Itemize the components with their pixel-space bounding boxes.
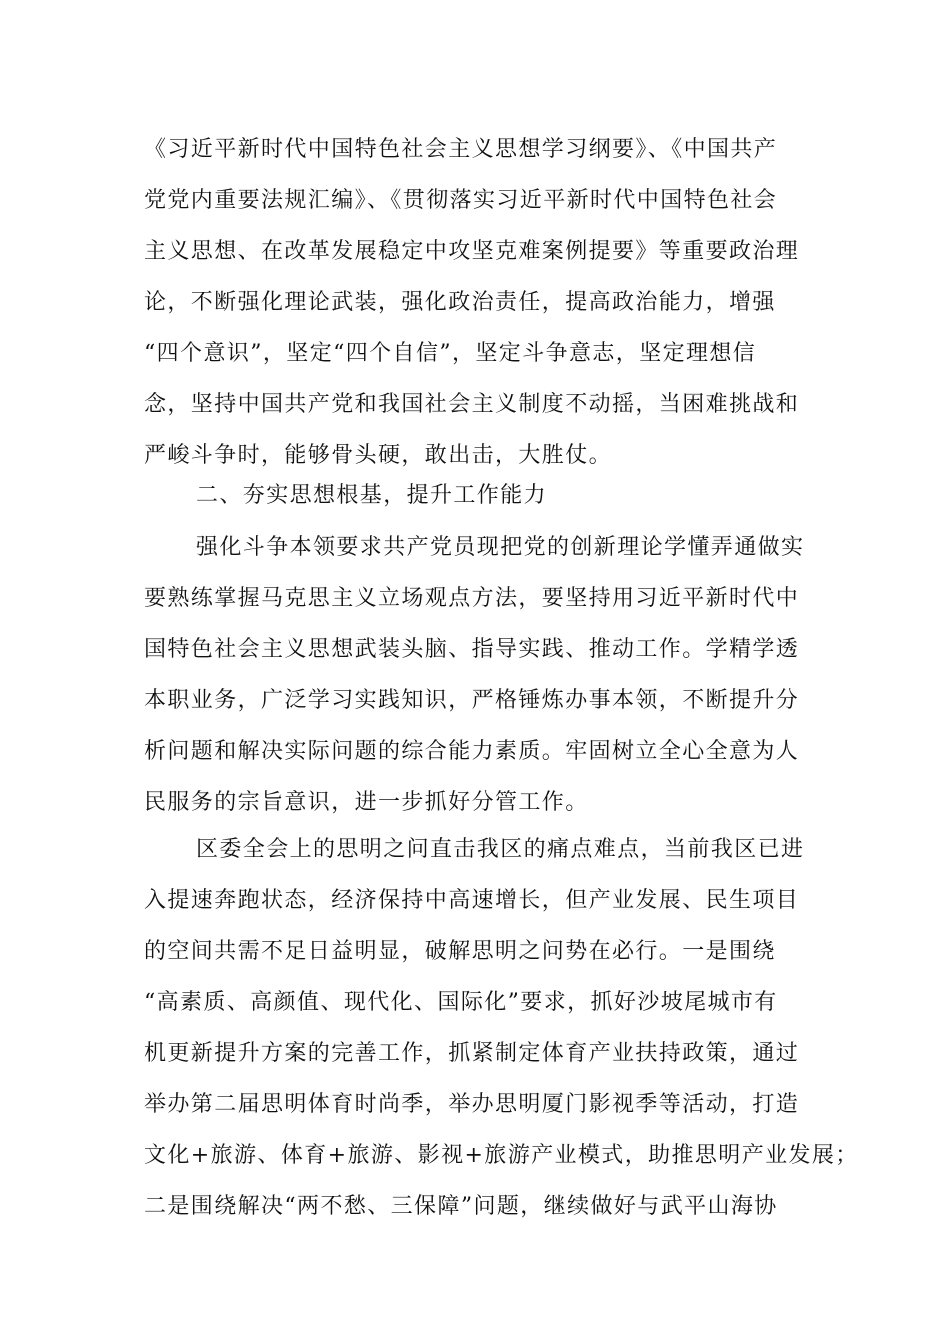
text-line: 要熟练掌握马克思主义立场观点方法，要坚持用习近平新时代中 [144,586,800,611]
text-line: 民服务的宗旨意识，进一步抓好分管工作。 [144,790,589,815]
text-line: 二是围绕解决“两不愁、三保障”问题，继续做好与武平山海协 [144,1194,778,1219]
text-line: 国特色社会主义思想武装头脑、指导实践、推动工作。学精学透 [144,637,800,662]
text-line: 的空间共需不足日益明显，破解思明之问势在必行。一是围绕 [144,939,776,964]
text-line: “四个意识”，坚定“四个自信”，坚定斗争意志，坚定理想信 [144,341,757,366]
section-heading-text: 二、夯实思想根基，提升工作能力 [196,483,548,508]
paragraph-continuation [144,124,814,481]
text-line: 举办第二届思明体育时尚季，举办思明厦门影视季等活动，打造 [144,1092,800,1117]
text-line: 本职业务，广泛学习实践知识，严格锤炼办事本领，不断提升分 [144,688,800,713]
text-line: 析问题和解决实际问题的综合能力素质。牢固树立全心全意为人 [144,739,800,764]
text-line: 入提速奔跑状态，经济保持中高速增长，但产业发展、民生项目 [144,888,800,913]
text-line: 党党内重要法规汇编》、《贯彻落实习近平新时代中国特色社会 [144,188,778,213]
text-line: 《习近平新时代中国特色社会主义思想学习纲要》、《中国共产 [144,137,778,162]
text-line: 机更新提升方案的完善工作，抓紧制定体育产业扶持政策，通过 [144,1041,800,1066]
paragraph-ability [144,522,814,828]
text-line: 区委全会上的思明之问直击我区的痛点难点，当前我区已进 [196,837,805,862]
text-line: 主义思想、在改革发展稳定中攻坚克难案例提要》等重要政治理 [144,239,800,264]
section-heading [144,470,814,521]
text-line: 文化+旅游、体育+旅游、影视+旅游产业模式，助推思明产业发展； [144,1143,859,1168]
text-line: “高素质、高颜值、现代化、国际化”要求，抓好沙坡尾城市有 [144,990,778,1015]
text-line: 论，不断强化理论武装，强化政治责任，提高政治能力，增强 [144,290,776,315]
text-line: 严峻斗争时，能够骨头硬，敢出击，大胜仗。 [144,443,613,468]
paragraph-siming [144,824,859,1232]
text-line: 念，坚持中国共产党和我国社会主义制度不动摇，当困难挑战和 [144,392,800,417]
text-line: 强化斗争本领要求共产党员现把党的创新理论学懂弄通做实 [196,535,805,560]
